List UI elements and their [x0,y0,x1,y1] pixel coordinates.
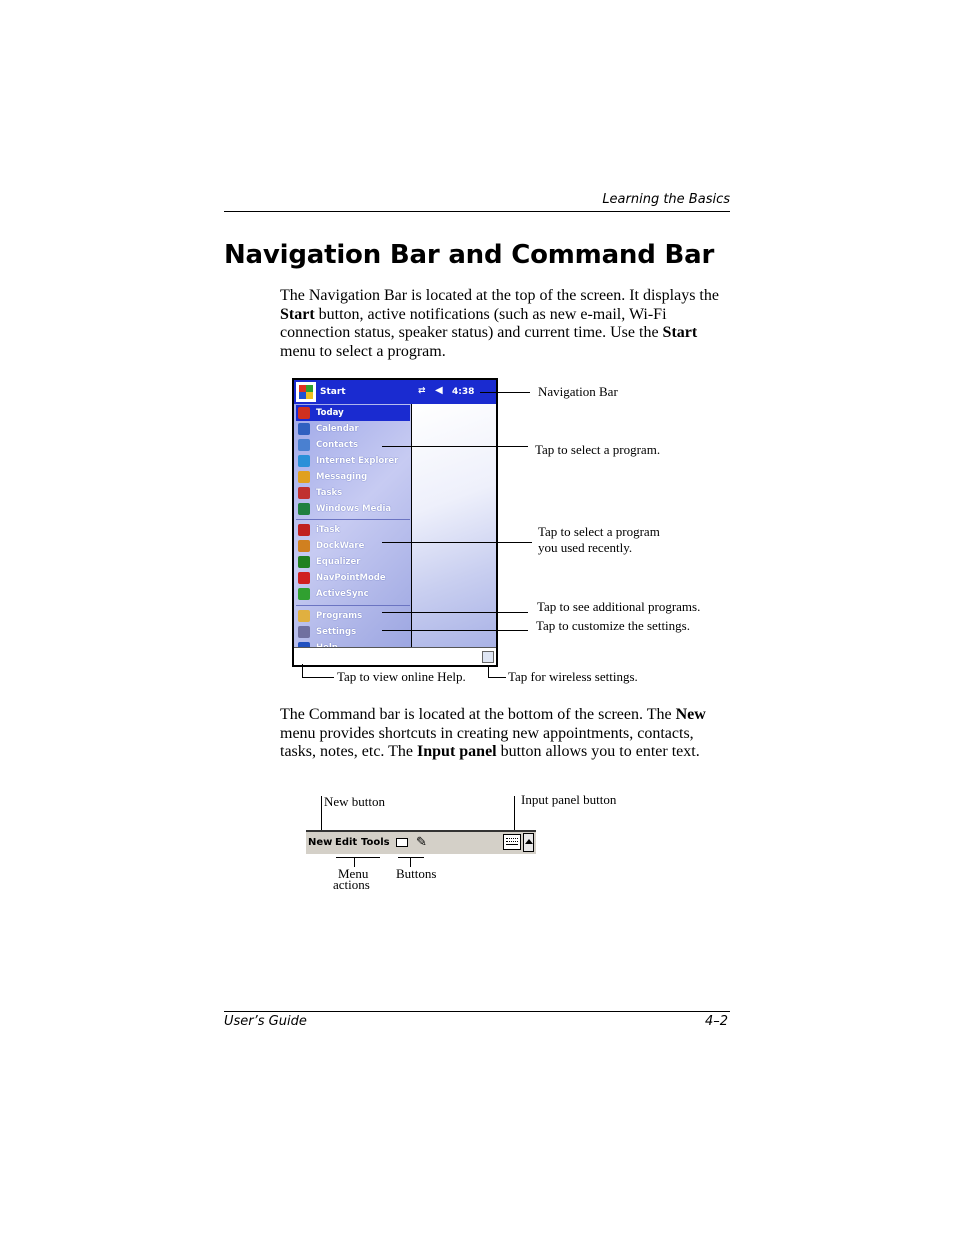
calendar-icon [298,423,310,435]
start-label: Start [320,387,346,397]
start-menu-item-label: Calendar [316,424,359,434]
start-menu-item-activesync[interactable] [296,586,410,602]
leader-additional [382,612,528,613]
leader-buttons [398,857,424,858]
leader-nav-bar [480,392,530,393]
start-menu-item-itask[interactable] [296,522,410,538]
keyboard-icon[interactable] [503,834,521,850]
start-menu-item-label: ActiveSync [316,589,369,599]
callout-wireless: Tap for wireless settings. [508,669,638,684]
para2-bold-2: Input panel [417,743,497,760]
today-wallpaper [412,404,496,647]
para1-text-1: The Navigation Bar is located at the top of the screen. It displays the [280,287,719,304]
start-menu-item-label: iTask [316,525,341,535]
callout-additional: Tap to see additional programs. [537,599,701,614]
internet-explorer-icon [298,455,310,467]
para2-text-2: menu provides shortcuts in creating new appointments, contacts, tasks, notes, etc. The [280,724,694,760]
equalizer-icon [298,556,310,568]
activesync-icon [298,588,310,600]
leader-help-h [302,677,334,678]
start-menu-item-label: Equalizer [316,557,361,567]
tasks-icon [298,487,310,499]
leader-select-program [382,446,528,447]
leader-menu-actions [336,857,380,858]
start-menu-item-label: DockWare [316,541,365,551]
messaging-icon [298,471,310,483]
start-menu-item-windows-media[interactable] [296,501,410,517]
windows-flag-icon [296,382,316,402]
itask-icon [298,524,310,536]
para1-bold-1: Start [280,305,315,323]
running-header: Learning the Basics [602,192,730,207]
dockware-icon [298,540,310,552]
start-menu-item-label: Contacts [316,440,359,450]
start-menu-item-tasks[interactable] [296,485,410,501]
input-panel-arrow-icon[interactable] [523,833,534,852]
callout-select-program: Tap to select a program. [535,442,661,457]
footer-rule [224,1011,730,1012]
footer-left: User’s Guide [224,1014,307,1029]
start-menu-separator [296,605,410,606]
navpointmode-icon [298,572,310,584]
speaker-icon: ◀ [435,385,443,396]
start-menu-item-internet-explorer[interactable] [296,453,410,469]
mail-icon[interactable] [396,838,408,847]
start-menu-item-label: Messaging [316,472,368,482]
para1-bold-2: Start [662,324,698,341]
settings-icon [298,626,310,638]
start-menu-border [411,404,412,659]
start-menu-item-navpointmode[interactable] [296,570,410,586]
windows-media-icon [298,503,310,515]
page-number: 4–2 [704,1014,728,1029]
pocket-pc-screenshot [292,378,498,667]
start-menu-item-label: Settings [316,627,357,637]
start-menu-item-contacts[interactable] [296,437,410,453]
start-menu-separator [296,519,410,520]
today-icon [298,407,310,419]
callout-new-button: New button [324,794,386,809]
start-menu-item-label: Windows Media [316,504,392,514]
para2-bold-1: New [675,706,706,723]
start-menu-item-programs[interactable] [296,608,410,624]
para2-text-1: The Command bar is located at the bottom of the screen. The [280,706,676,723]
intro-paragraph [280,287,732,361]
navigation-bar [294,380,496,404]
leader-input-panel [514,796,515,832]
leader-recent [382,542,532,543]
callout-buttons: Buttons [396,866,437,881]
tools-menu[interactable]: Tools [361,837,390,848]
leader-customize [382,630,528,631]
leader-help-v [302,664,303,678]
callout-recent-line1: Tap to select a program [538,524,660,539]
clock-time: 4:38 [452,387,475,397]
screen-command-strip [294,647,496,666]
header-rule [224,211,730,212]
leader-wireless-h [488,677,506,678]
callout-customize: Tap to customize the settings. [536,618,690,633]
start-menu-item-label: Today [316,408,344,418]
contacts-icon [298,439,310,451]
start-menu-item-label: Tasks [316,488,343,498]
start-menu-item-today[interactable] [296,405,410,421]
callout-menu-line2: actions [333,877,370,892]
new-menu[interactable]: New [308,837,333,848]
callout-input-panel: Input panel button [521,792,617,807]
pen-icon[interactable]: ✎ [416,834,427,849]
para2-text-3: button allows you to enter text. [496,743,700,760]
programs-icon [298,610,310,622]
command-bar [306,830,536,854]
page-title: Navigation Bar and Command Bar [224,240,715,270]
callout-help: Tap to view online Help. [337,669,466,684]
start-menu-item-settings[interactable] [296,624,410,640]
edit-menu[interactable]: Edit [335,837,358,848]
connectivity-icon: ⇄ [418,386,426,396]
start-menu-item-dockware[interactable] [296,538,410,554]
start-menu-item-messaging[interactable] [296,469,410,485]
start-menu-item-label: Programs [316,611,363,621]
start-menu-item-label: NavPointMode [316,573,386,583]
command-bar-paragraph [280,706,732,762]
callout-recent-line2: you used recently. [538,540,633,555]
start-menu-item-equalizer[interactable] [296,554,410,570]
callout-nav-bar: Navigation Bar [538,384,618,399]
start-menu-item-label: Internet Explorer [316,456,399,466]
wireless-icon[interactable] [482,651,494,663]
leader-new-button [321,796,322,832]
para1-text-3: menu to select a program. [280,342,446,360]
para1-text-2: button, active notifications (such as new e-mail, Wi-Fi connection status, speaker status) and current time. Use the [280,305,667,341]
start-menu-item-calendar[interactable] [296,421,410,437]
callout-menu-line1: Menu [338,866,369,881]
